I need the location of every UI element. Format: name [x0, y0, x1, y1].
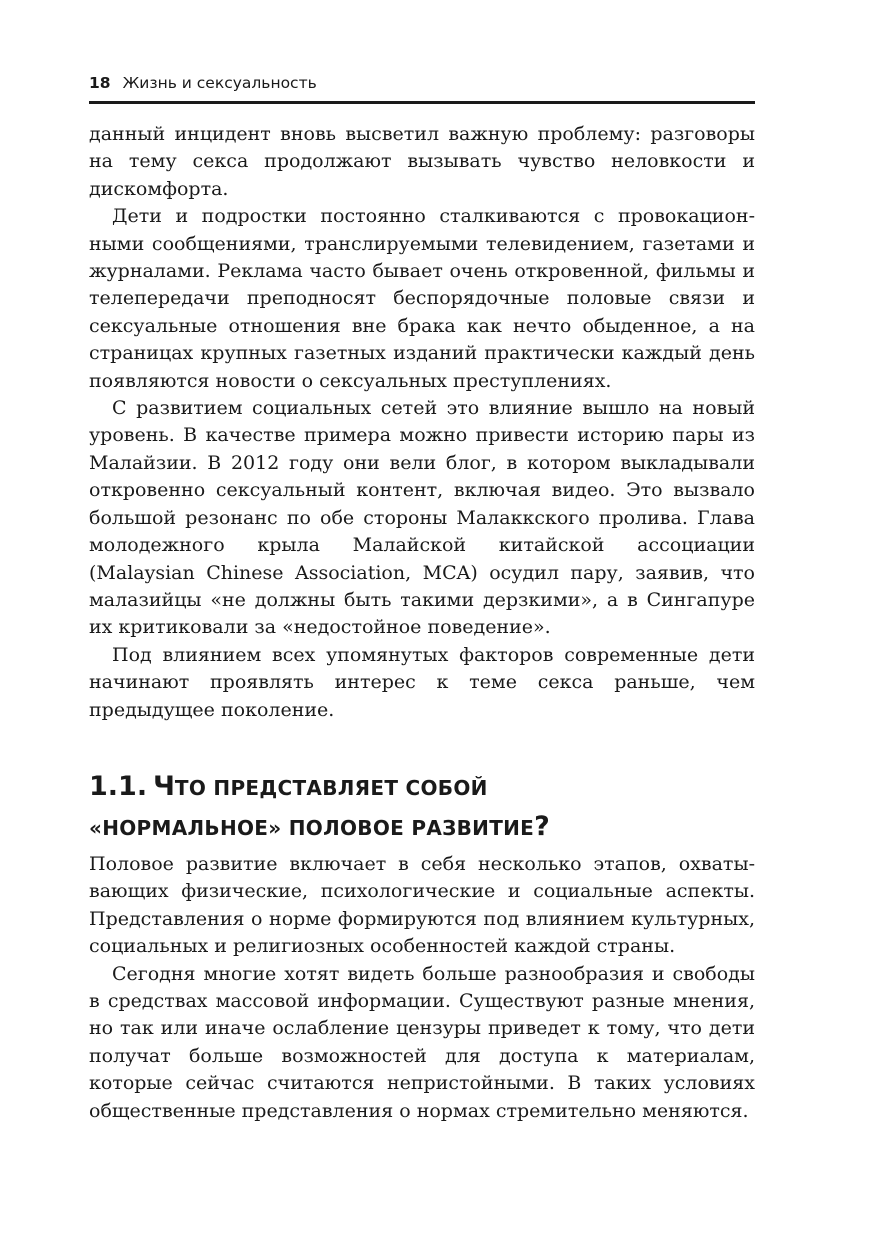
paragraph: Половое развитие включает в себя несколько этапов, охватывающих физические, психологические и социальные аспекты. Представления о норме формируются под влиянием культурных, социальных и религиозных особенностей каждой страны. — [89, 853, 755, 958]
header-rule — [89, 101, 755, 104]
running-title: Жизнь и сексуальность — [122, 74, 317, 92]
paragraph: данный инцидент вновь высветил важную проблему: разговоры на тему секса продолжают вызывать чувство неловкости и дискомфорта. — [89, 123, 755, 200]
paragraph: Дети и подростки постоянно сталкиваются с провокационными сообщениями, транслируемыми телевидением, газетами и журналами. Реклама часто бывает очень откровенной, фильмы и телепередачи преподносят беспорядочные половые связи и сексуальные отношения вне брака как нечто обыденное, а на страницах крупных газетных изданий практически каждый день появляются новости о сексуальных преступлениях. — [89, 205, 755, 392]
paragraph: Сегодня многие хотят видеть больше разнообразия и свободы в средствах массовой информации. Существуют разные мнения, но так или иначе ослабление цензуры приведет к тому, что дети получат больше возможностей для доступа к материалам, которые сейчас считаются непристойными. В таких условиях общественные представления о нормах стремительно меняются. — [89, 962, 755, 1122]
section-number: 1.1. — [89, 771, 148, 802]
paragraph: Под влиянием всех упомянутых факторов современные дети начинают проявлять интерес к теме секса раньше, чем предыдущее поколение. — [89, 643, 755, 721]
section-heading-line-1 — [89, 769, 755, 806]
section-heading-line-2 — [89, 809, 755, 846]
section-title-line-1: ТО ПРЕДСТАВЛЯЕТ СОБОЙ — [174, 776, 488, 800]
section-title-line-2: «НОРМАЛЬНОЕ» ПОЛОВОЕ РАЗВИТИЕ — [89, 816, 535, 840]
page-number: 18 — [89, 74, 111, 92]
paragraph: С развитием социальных сетей это влияние вышло на новый уровень. В качестве примера можно привести историю пары из Малайзии. В 2012 году они вели блог, в котором выкладывали откровенно сексуальный контент, включая видео. Это вызвало большой резонанс по обе стороны Малаккского пролива. Глава молодежного крыла Малайской китайской ассоциации (Malaysian Chinese Association, MCA) осудил пару, заявив, что малазийцы «не должны быть такими дерзкими», а в Сингапуре их критиковали за «недостойное поведение». — [89, 397, 755, 639]
section-title-initial: Ч — [153, 771, 175, 802]
running-header — [89, 74, 755, 100]
text-block-bottom — [89, 851, 755, 1125]
section-title-question-mark: ? — [534, 811, 551, 842]
text-block-top — [89, 121, 755, 724]
